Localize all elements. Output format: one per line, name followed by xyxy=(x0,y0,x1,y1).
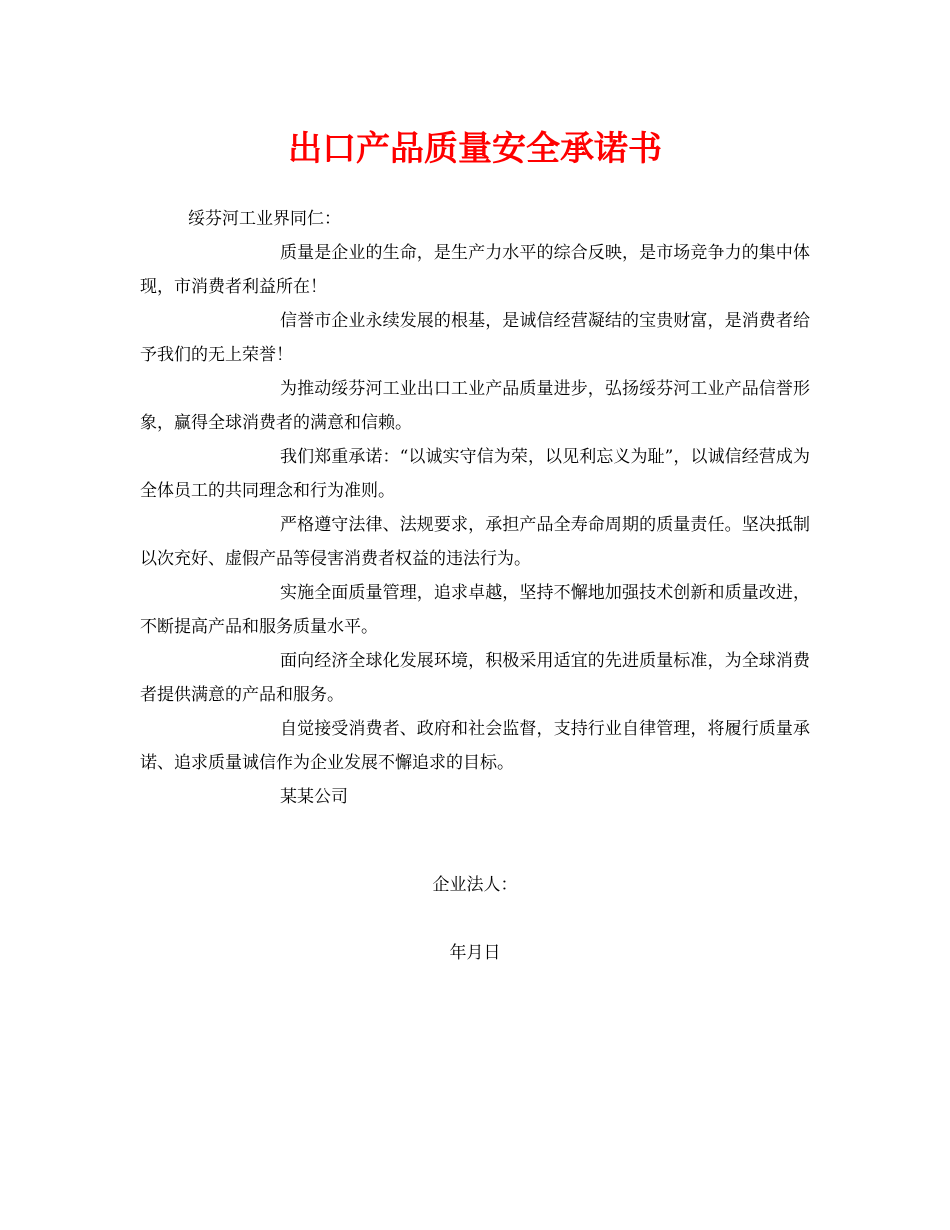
paragraph-pledge: 我们郑重承诺：“以诚实守信为荣，以见利忘义为耻”，以诚信经营成为全体员工的共同理念和行为准则。 xyxy=(140,447,810,501)
paragraph-globalization: 面向经济全球化发展环境，积极采用适宜的先进质量标准，为全球消费者提供满意的产品和服务。 xyxy=(140,651,810,705)
paragraph-supervision: 自觉接受消费者、政府和社会监督，支持行业自律管理，将履行质量承诺、追求质量诚信作为企业发展不懈追求的目标。 xyxy=(140,719,810,773)
legal-representative-label: 企业法人： xyxy=(432,875,518,895)
paragraph-law-compliance: 严格遵守法律、法规要求，承担产品全寿命周期的质量责任。坚决抵制以次充好、虚假产品等侵害消费者权益的违法行为。 xyxy=(140,515,810,569)
document-title: 出口产品质量安全承诺书 xyxy=(288,129,662,169)
company-name: 某某公司 xyxy=(280,787,348,807)
salutation: 绥芬河工业界同仁： xyxy=(188,209,341,229)
document-body xyxy=(140,202,810,814)
paragraph-promote: 为推动绥芬河工业出口工业产品质量进步，弘扬绥芬河工业产品信誉形象，赢得全球消费者的满意和信赖。 xyxy=(140,379,810,433)
date-label: 年月日 xyxy=(449,943,501,963)
paragraph-reputation: 信誉市企业永续发展的根基，是诚信经营凝结的宝贵财富，是消费者给予我们的无上荣誉！ xyxy=(140,311,810,365)
paragraph-quality-life: 质量是企业的生命，是生产力水平的综合反映，是市场竞争力的集中体现，市消费者利益所在！ xyxy=(140,243,810,297)
paragraph-quality-management: 实施全面质量管理，追求卓越，坚持不懈地加强技术创新和质量改进，不断提高产品和服务质量水平。 xyxy=(140,583,810,637)
